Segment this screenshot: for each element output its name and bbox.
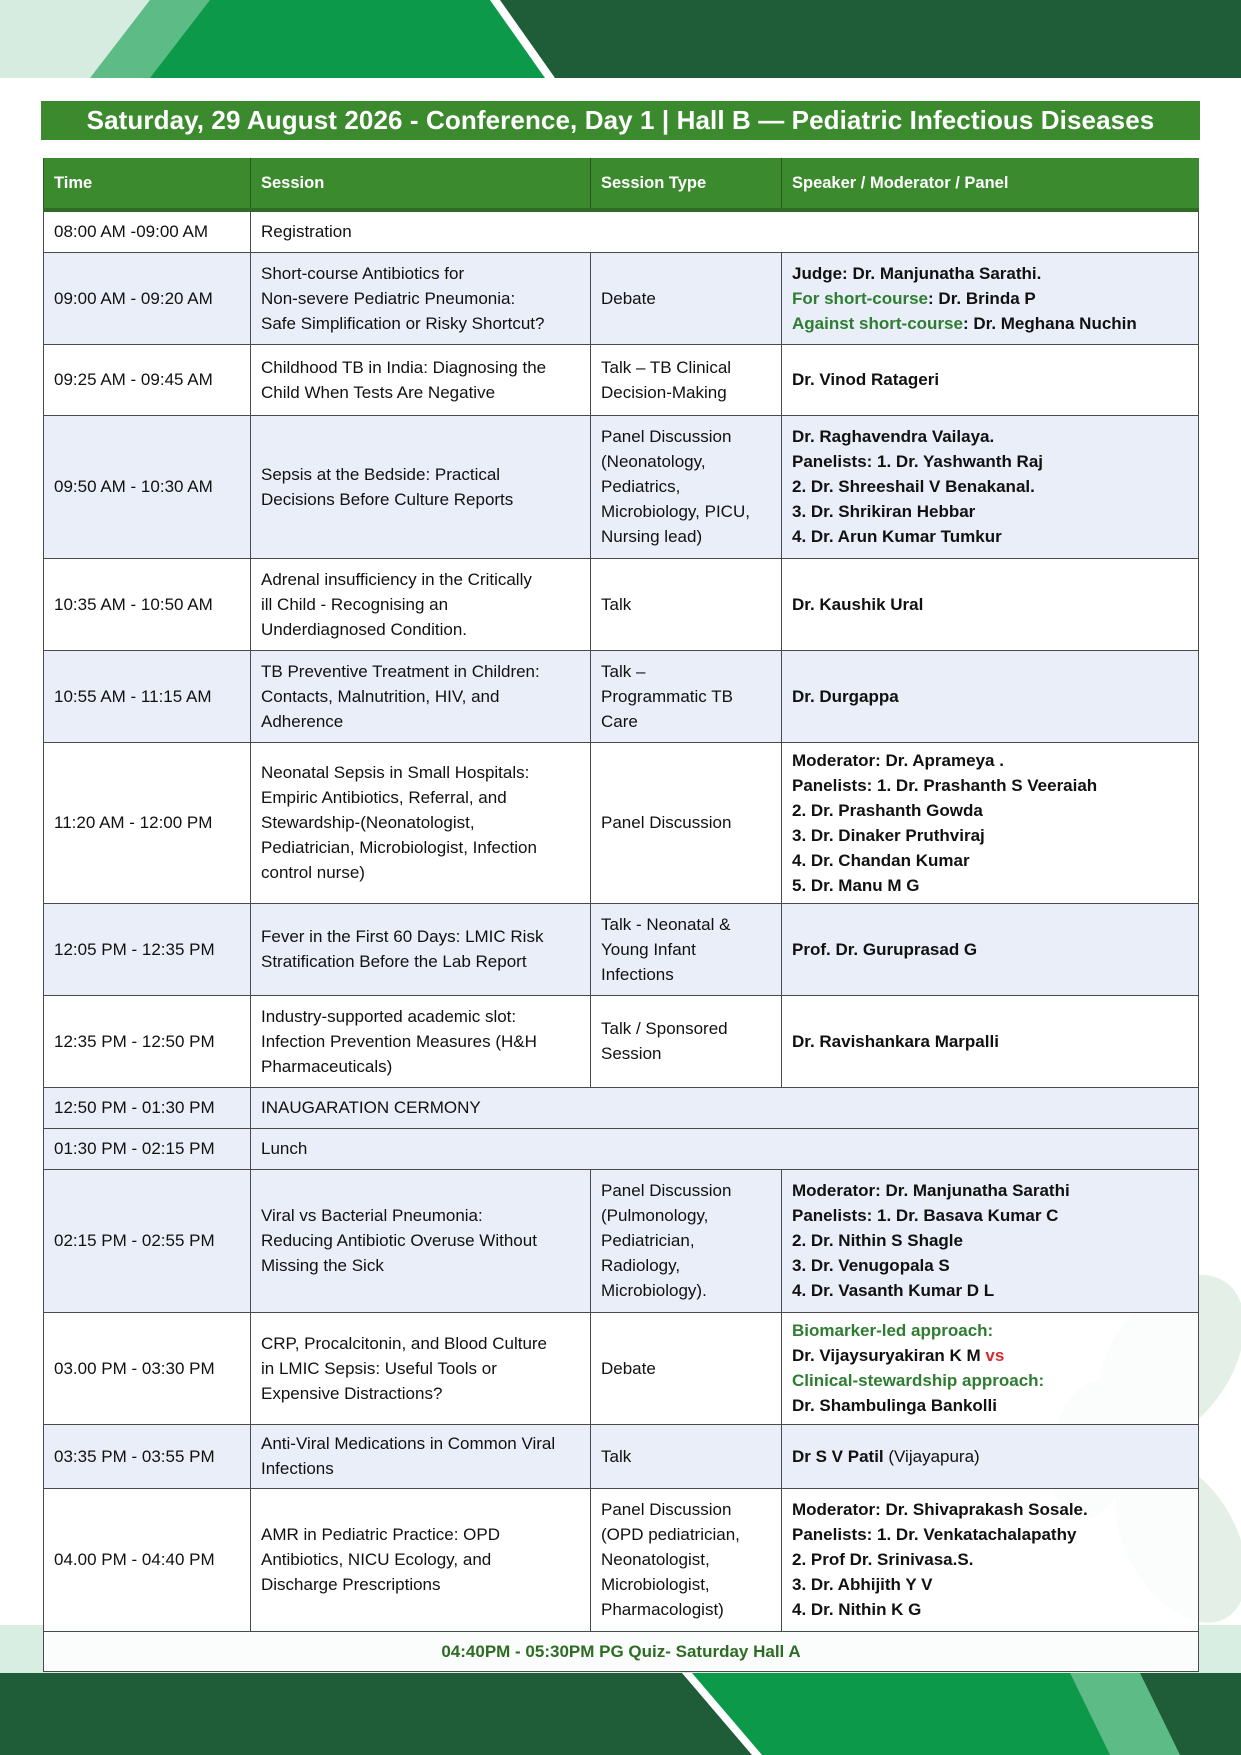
type-line: Care: [601, 711, 638, 731]
type-line: (OPD pediatrician,: [601, 1525, 740, 1544]
session-line: TB Preventive Treatment in Children:: [261, 661, 540, 681]
session-cell: [251, 344, 591, 415]
table-row: [44, 742, 1199, 903]
session-line: Safe Simplification or Risky Shortcut?: [261, 313, 545, 333]
biomarker-label: Biomarker-led approach:: [792, 1321, 994, 1340]
type-cell: [591, 650, 782, 742]
type-line: Debate: [601, 288, 656, 308]
table-row: [44, 1087, 1199, 1128]
session-line: control nurse): [261, 863, 365, 882]
speaker-line: 4. Dr. Arun Kumar Tumkur: [792, 527, 1002, 546]
type-line: Programmatic TB: [601, 686, 733, 706]
speaker-line: 3. Dr. Shrikiran Hebbar: [792, 502, 976, 521]
speaker-line: 4. Dr. Nithin K G: [792, 1600, 922, 1619]
table-row: [44, 903, 1199, 995]
speaker-line: Dr. Ravishankara Marpalli: [792, 1031, 999, 1051]
time-cell: 03.00 PM - 03:30 PM: [44, 1312, 251, 1424]
session-line: Child When Tests Are Negative: [261, 382, 496, 402]
against-line: [792, 311, 1188, 336]
speaker-cell: [782, 558, 1199, 650]
session-line: Empiric Antibiotics, Referral, and: [261, 788, 507, 807]
session-line: Childhood TB in India: Diagnosing the: [261, 357, 547, 377]
speaker-cell: [782, 1312, 1199, 1424]
speaker-line: Panelists: 1. Dr. Venkatachalapathy: [792, 1525, 1077, 1544]
type-line: Pediatrics,: [601, 477, 681, 496]
speaker-line: Dr. Durgappa: [792, 686, 899, 706]
speaker-line: Panelists: 1. Dr. Yashwanth Raj: [792, 452, 1044, 471]
table-row: [44, 1128, 1199, 1169]
session-line: Contacts, Malnutrition, HIV, and: [261, 686, 500, 706]
session-cell: [251, 650, 591, 742]
type-line: Microbiology).: [601, 1281, 707, 1300]
top-banner-decoration: [0, 0, 1241, 80]
type-cell: [591, 1488, 782, 1631]
type-line: Nursing lead): [601, 527, 703, 546]
footer-note: 04:40PM - 05:30PM PG Quiz- Saturday Hall A: [44, 1631, 1199, 1671]
type-line: Panel Discussion: [601, 1500, 732, 1519]
type-cell: [591, 344, 782, 415]
session-cell: [251, 1312, 591, 1424]
type-line: Neonatologist,: [601, 1550, 710, 1569]
type-line: Talk: [601, 1446, 632, 1466]
judge-line: Judge: Dr. Manjunatha Sarathi.: [792, 263, 1042, 283]
table-row: [44, 344, 1199, 415]
speaker-line: 4. Dr. Vasanth Kumar D L: [792, 1281, 995, 1300]
speaker-location: (Vijayapura): [883, 1446, 980, 1466]
speaker-line: 3. Dr. Venugopala S: [792, 1256, 950, 1275]
speaker-line: Moderator: Dr. Manjunatha Sarathi: [792, 1181, 1070, 1200]
session-cell: Lunch: [251, 1128, 1199, 1169]
session-cell: [251, 903, 591, 995]
biomarker-speaker: Dr. Vijaysuryakiran K M: [792, 1346, 981, 1365]
type-line: Microbiology, PICU,: [601, 502, 750, 521]
session-line: Discharge Prescriptions: [261, 1575, 441, 1594]
speaker-cell: [782, 344, 1199, 415]
type-line: Session: [601, 1044, 662, 1063]
session-line: Adrenal insufficiency in the Critically: [261, 569, 532, 589]
speaker-line: 2. Dr. Nithin S Shagle: [792, 1231, 963, 1250]
session-line: Infections: [261, 1459, 334, 1478]
speaker-line: 2. Dr. Prashanth Gowda: [792, 800, 983, 820]
speaker-line: 3. Dr. Abhijith Y V: [792, 1575, 933, 1594]
time-cell: 10:55 AM - 11:15 AM: [44, 650, 251, 742]
time-cell: 01:30 PM - 02:15 PM: [44, 1128, 251, 1169]
type-cell: [591, 415, 782, 558]
type-line: Panel Discussion: [601, 427, 732, 446]
speaker-line: 2. Prof Dr. Srinivasa.S.: [792, 1550, 974, 1569]
type-line: (Neonatology,: [601, 452, 706, 471]
type-line: Decision-Making: [601, 382, 727, 402]
session-line: Adherence: [261, 711, 344, 731]
session-line: in LMIC Sepsis: Useful Tools or: [261, 1358, 497, 1378]
session-line: Neonatal Sepsis in Small Hospitals:: [261, 763, 530, 782]
session-line: AMR in Pediatric Practice: OPD: [261, 1525, 501, 1544]
header-speaker: Speaker / Moderator / Panel: [782, 158, 1199, 210]
table-row: [44, 1169, 1199, 1312]
speaker-cell: [782, 1488, 1199, 1631]
speaker-line: Panelists: 1. Dr. Prashanth S Veeraiah: [792, 775, 1098, 795]
speaker-cell: [782, 1169, 1199, 1312]
session-line: Infection Prevention Measures (H&H: [261, 1031, 537, 1051]
type-line: Talk – TB Clinical: [601, 357, 732, 377]
session-line: Antibiotics, NICU Ecology, and: [261, 1550, 492, 1569]
time-cell: 12:50 PM - 01:30 PM: [44, 1087, 251, 1128]
speaker-cell: [782, 903, 1199, 995]
session-line: Fever in the First 60 Days: LMIC Risk: [261, 927, 544, 946]
session-cell: [251, 558, 591, 650]
type-cell: [591, 252, 782, 344]
type-cell: [591, 1424, 782, 1488]
time-cell: 04.00 PM - 04:40 PM: [44, 1488, 251, 1631]
time-cell: 09:00 AM - 09:20 AM: [44, 252, 251, 344]
time-cell: 11:20 AM - 12:00 PM: [44, 742, 251, 903]
session-line: Expensive Distractions?: [261, 1383, 443, 1403]
session-cell: [251, 415, 591, 558]
time-cell: 10:35 AM - 10:50 AM: [44, 558, 251, 650]
time-cell: 08:00 AM -09:00 AM: [44, 210, 251, 252]
time-cell: 03:35 PM - 03:55 PM: [44, 1424, 251, 1488]
speaker-cell: [782, 995, 1199, 1087]
against-speaker: : Dr. Meghana Nuchin: [962, 313, 1137, 333]
session-line: Pharmaceuticals): [261, 1056, 393, 1076]
session-cell: [251, 742, 591, 903]
type-line: Talk: [601, 594, 632, 614]
type-line: Pharmacologist): [601, 1600, 724, 1619]
footer-row: [44, 1631, 1199, 1671]
speaker-cell: [782, 742, 1199, 903]
table-row: [44, 1424, 1199, 1488]
for-line: [792, 286, 1188, 311]
type-line: Infections: [601, 964, 674, 984]
type-line: Panel Discussion: [601, 813, 732, 832]
session-line: Stewardship-(Neonatologist,: [261, 813, 475, 832]
type-line: Debate: [601, 1358, 656, 1378]
type-cell: [591, 995, 782, 1087]
session-cell: [251, 1488, 591, 1631]
speaker-line: Dr. Raghavendra Vailaya.: [792, 427, 995, 446]
table-row: [44, 415, 1199, 558]
table-row: [44, 995, 1199, 1087]
speaker-cell: [782, 252, 1199, 344]
speaker-line: 5. Dr. Manu M G: [792, 875, 920, 895]
table-row: [44, 210, 1199, 252]
session-line: Pediatrician, Microbiologist, Infection: [261, 838, 537, 857]
session-line: Anti-Viral Medications in Common Viral: [261, 1434, 556, 1453]
session-cell: [251, 1169, 591, 1312]
schedule-table: [43, 158, 1199, 1672]
type-line: Radiology,: [601, 1256, 681, 1275]
table-header-row: [44, 158, 1199, 210]
time-cell: 12:35 PM - 12:50 PM: [44, 995, 251, 1087]
speaker-line: Panelists: 1. Dr. Basava Kumar C: [792, 1206, 1059, 1225]
session-cell: [251, 1424, 591, 1488]
table-row: [44, 650, 1199, 742]
session-cell: [251, 995, 591, 1087]
speaker-line: Prof. Dr. Guruprasad G: [792, 939, 978, 959]
session-cell: [251, 252, 591, 344]
session-line: Short-course Antibiotics for: [261, 263, 465, 283]
speaker-line: 3. Dr. Dinaker Pruthviraj: [792, 825, 985, 845]
header-time: Time: [44, 158, 251, 210]
speaker-cell: [782, 650, 1199, 742]
type-cell: [591, 1312, 782, 1424]
header-session-type: Session Type: [591, 158, 782, 210]
type-line: Pediatrician,: [601, 1231, 695, 1250]
speaker-cell: [782, 1424, 1199, 1488]
session-cell: INAUGARATION CERMONY: [251, 1087, 1199, 1128]
table-row: [44, 1312, 1199, 1424]
biomarker-speaker-line: [792, 1343, 1188, 1368]
table-row: [44, 1488, 1199, 1631]
session-line: Non-severe Pediatric Pneumonia:: [261, 288, 516, 308]
type-cell: [591, 1169, 782, 1312]
type-line: Talk - Neonatal &: [601, 914, 731, 934]
type-cell: [591, 903, 782, 995]
clinical-label: Clinical-stewardship approach:: [792, 1371, 1045, 1390]
clinical-speaker: Dr. Shambulinga Bankolli: [792, 1396, 997, 1415]
vs-label: vs: [985, 1346, 1005, 1365]
against-label: Against short-course: [792, 313, 963, 333]
session-line: Sepsis at the Bedside: Practical: [261, 464, 501, 484]
type-line: Talk / Sponsored: [601, 1019, 728, 1038]
time-cell: 09:25 AM - 09:45 AM: [44, 344, 251, 415]
type-line: Panel Discussion: [601, 1181, 732, 1200]
speaker-name: Dr S V Patil: [792, 1446, 884, 1466]
time-cell: 02:15 PM - 02:55 PM: [44, 1169, 251, 1312]
type-line: (Pulmonology,: [601, 1206, 709, 1225]
for-label: For short-course: [792, 288, 929, 308]
session-line: CRP, Procalcitonin, and Blood Culture: [261, 1333, 548, 1353]
time-cell: 12:05 PM - 12:35 PM: [44, 903, 251, 995]
session-line: ill Child - Recognising an: [261, 594, 449, 614]
speaker-line: 4. Dr. Chandan Kumar: [792, 850, 970, 870]
type-line: Talk –: [601, 661, 646, 681]
session-line: Underdiagnosed Condition.: [261, 619, 468, 639]
speaker-line: Moderator: Dr. Shivaprakash Sosale.: [792, 1500, 1088, 1519]
session-line: Industry-supported academic slot:: [261, 1006, 517, 1026]
speaker-line: Moderator: Dr. Aprameya .: [792, 750, 1004, 770]
session-line: Decisions Before Culture Reports: [261, 489, 514, 509]
session-cell: Registration: [251, 210, 1199, 252]
header-session: Session: [251, 158, 591, 210]
time-cell: 09:50 AM - 10:30 AM: [44, 415, 251, 558]
table-row: [44, 252, 1199, 344]
session-line: Missing the Sick: [261, 1256, 384, 1275]
type-line: Young Infant: [601, 939, 696, 959]
session-line: Reducing Antibiotic Overuse Without: [261, 1231, 537, 1250]
session-line: Stratification Before the Lab Report: [261, 952, 527, 971]
type-line: Microbiologist,: [601, 1575, 710, 1594]
speaker-line: Dr. Vinod Ratageri: [792, 370, 940, 389]
speaker-cell: [782, 415, 1199, 558]
type-cell: [591, 742, 782, 903]
for-speaker: : Dr. Brinda P: [928, 288, 1036, 308]
page-title: Saturday, 29 August 2026 - Conference, Day 1 | Hall B — Pediatric Infectious Diseases: [41, 101, 1200, 140]
speaker-line: Dr. Kaushik Ural: [792, 594, 924, 614]
speaker-line: 2. Dr. Shreeshail V Benakanal.: [792, 477, 1035, 496]
session-line: Viral vs Bacterial Pneumonia:: [261, 1206, 483, 1225]
type-cell: [591, 558, 782, 650]
table-row: [44, 558, 1199, 650]
